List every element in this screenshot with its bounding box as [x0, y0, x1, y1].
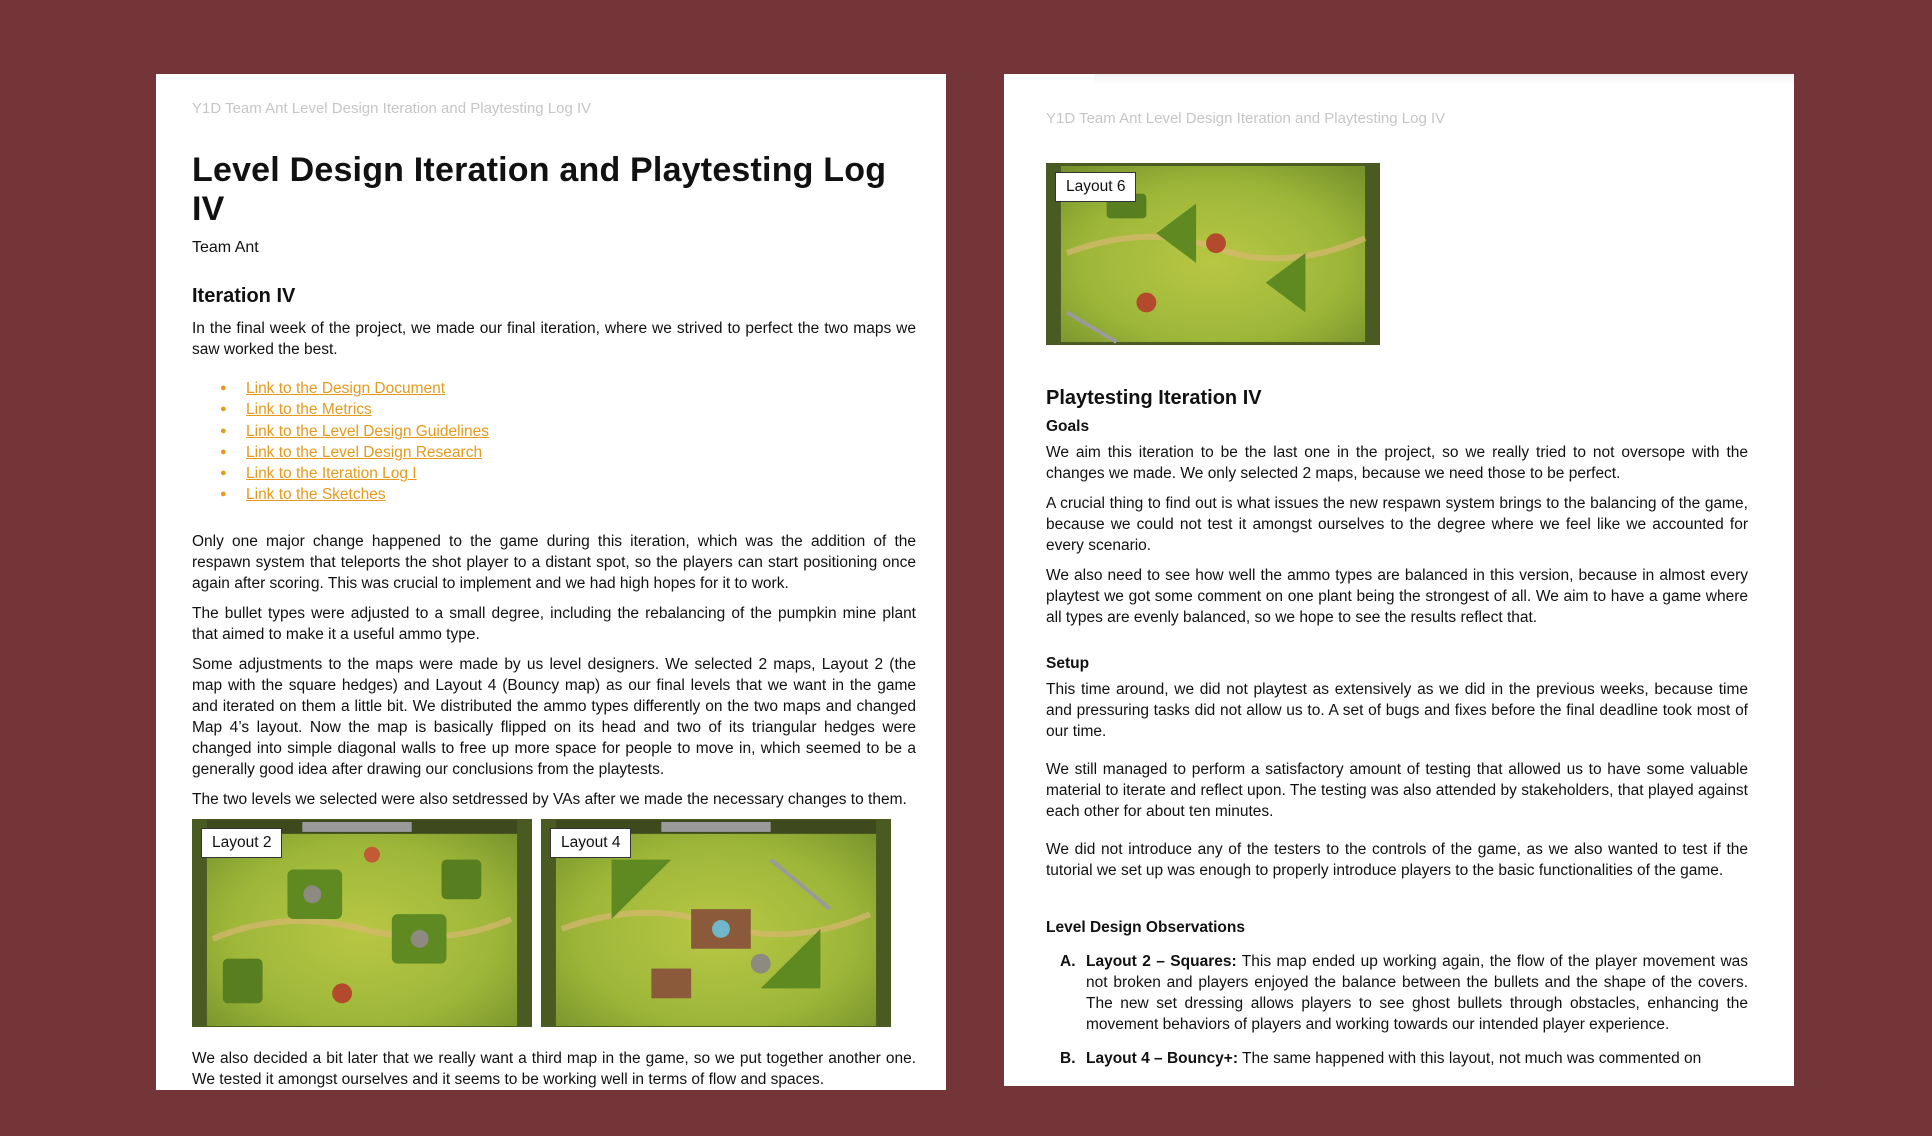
setup-paragraph: We still managed to perform a satisfactory amount of testing that allowed us to have some valuable material to iterate and reflect upon. The testing was also attended by stakeholders, that played against each other for about ten minutes. — [1046, 761, 1748, 820]
section-heading-playtesting: Playtesting Iteration IV — [1046, 387, 1262, 409]
goals-paragraph: We aim this iteration to be the last one in the project, so we really tried to not oversope with the changes we made. We only selected 2 maps, because we need those to be perfect. — [1046, 444, 1748, 482]
figure-row — [192, 819, 916, 1027]
link-sketches[interactable]: Link to the Sketches — [246, 486, 386, 504]
list-item — [1060, 951, 1748, 1035]
list-item — [220, 399, 916, 420]
list-item — [220, 463, 916, 484]
document-title: Level Design Iteration and Playtesting Log IV — [192, 151, 887, 228]
links-list — [220, 378, 916, 506]
link-level-design-research[interactable]: Link to the Level Design Research — [246, 443, 483, 461]
list-item — [220, 378, 916, 399]
layout-6-screenshot — [1046, 163, 1380, 345]
setup-heading: Setup — [1046, 655, 1090, 672]
setup-paragraph: We did not introduce any of the testers to the controls of the game, as we also wanted to test if the tutorial we set up was enough to properly introduce players to the basic functionalities of the game. — [1046, 841, 1748, 879]
goals-heading: Goals — [1046, 418, 1090, 435]
goals-paragraph: A crucial thing to find out is what issues the new respawn system brings to the balancing of the game, because we could not test it amongst ourselves to the degree where we feel like we accounted for every scenario. — [1046, 495, 1748, 554]
list-item — [220, 442, 916, 463]
list-item — [220, 484, 916, 505]
list-item — [1060, 1048, 1748, 1069]
layout-2-screenshot — [192, 819, 532, 1027]
link-iteration-log[interactable]: Link to the Iteration Log I — [246, 465, 417, 483]
observation-text: This map ended up working again, the flow of the player movement was not broken and players enjoyed the balance between the bullets and the shape of the covers. The new set dressing allows players to see ghost bullets through obstacles, enhancing the movement behaviors of players and working towards our intended player experience. — [1086, 953, 1749, 1033]
layout-4-screenshot — [541, 819, 891, 1027]
list-item — [220, 421, 916, 442]
body-paragraph: Only one major change happened to the game during this iteration, which was the addition of the respawn system that teleports the shot player to a distant spot, so the players can start positioning once again after scoring. This was crucial to implement and we had high hopes for it to work. — [192, 532, 916, 592]
link-design-document[interactable]: Link to the Design Document — [246, 380, 446, 397]
section-heading-iteration: Iteration IV — [192, 285, 296, 307]
intro-paragraph: In the final week of the project, we made our final iteration, where we strived to perfect the two maps we saw worked the best. — [192, 320, 916, 358]
document-page-2 — [1004, 74, 1794, 1086]
link-metrics[interactable]: Link to the Metrics — [246, 401, 372, 419]
body-paragraph: Some adjustments to the maps were made by us level designers. We selected 2 maps, Layout 2 (the map with the square hedges) and Layout 4 (Bouncy map) as our final levels that we want in the game and iterated on them a little bit. We distributed the ammo types differently on the two maps and changed Map 4’s layout. Now the map is basically flipped on its head and two of its triangular hedges were changed into simple diagonal walls to free up more space for people to move in, which seemed to be a generally good idea after drawing our conclusions from the playtests. — [192, 655, 916, 778]
running-head: Y1D Team Ant Level Design Iteration and Playtesting Log IV — [192, 100, 592, 117]
closing-paragraph: We also decided a bit later that we really want a third map in the game, so we put together another one. We tested it amongst ourselves and it seems to be working well in terms of flow and spaces. — [192, 1049, 916, 1088]
link-level-design-guidelines[interactable]: Link to the Level Design Guidelines — [246, 422, 489, 440]
setup-paragraph: This time around, we did not playtest as extensively as we did in the previous weeks, because time and pressuring tasks did not allow us to. A set of bugs and fixes before the final deadline took most of our time. — [1046, 681, 1748, 740]
observation-title: Layout 4 – Bouncy+: — [1086, 1050, 1239, 1067]
observations-heading: Level Design Observations — [1046, 919, 1245, 936]
list-marker: B. — [1060, 1050, 1076, 1067]
document-page-1 — [156, 74, 946, 1090]
observations-list — [1060, 951, 1748, 1069]
body-paragraph: The bullet types were adjusted to a small degree, including the rebalancing of the pumpkin mine plant that aimed to make it a useful ammo type. — [192, 604, 916, 643]
running-head: Y1D Team Ant Level Design Iteration and Playtesting Log IV — [1046, 110, 1446, 127]
page-shadow — [1094, 74, 1794, 84]
body-paragraph: The two levels we selected were also setdressed by VAs after we made the necessary changes to them. — [192, 790, 907, 808]
goals-paragraph: We also need to see how well the ammo types are balanced in this version, because in almost every playtest we got some comment on one plant being the strongest of all. We aim to have a game where all types are evenly balanced, so we hope to see the results reflect that. — [1046, 567, 1748, 626]
observation-text: The same happened with this layout, not much was commented on — [1238, 1050, 1702, 1067]
list-marker: A. — [1060, 953, 1076, 970]
observation-title: Layout 2 – Squares: — [1086, 953, 1237, 970]
document-subtitle: Team Ant — [192, 239, 259, 256]
figure-label: Layout 2 — [201, 828, 282, 858]
figure-label: Layout 4 — [550, 828, 631, 858]
figure-label: Layout 6 — [1055, 172, 1136, 202]
